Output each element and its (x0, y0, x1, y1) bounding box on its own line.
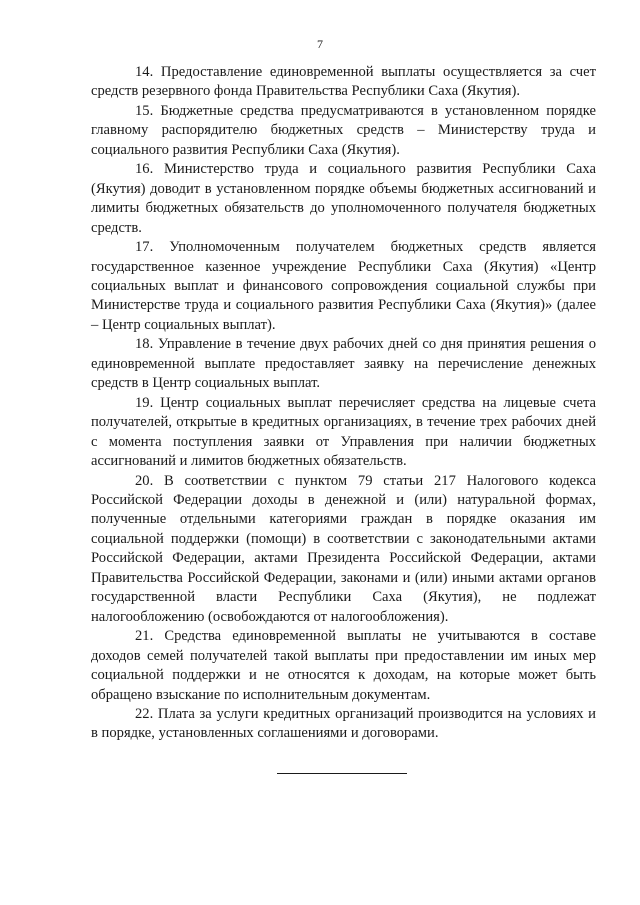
paragraph-16: 16. Министерство труда и социального развития Республики Саха (Якутия) доводит в установленном порядке объемы бюджетных ассигнований и лимиты бюджетных обязательств до уполномоченного получателя бюджетных средств. (91, 161, 596, 236)
paragraph-21: 21. Средства единовременной выплаты не учитываются в составе доходов семей получателей такой выплаты при предоставлении им иных мер социальной поддержки и не относятся к доходам, на которые может быть обращено взыскание по исполнительным документам. (91, 628, 596, 703)
page-number: 7 (317, 37, 323, 51)
paragraph-20: 20. В соответствии с пунктом 79 статьи 217 Налогового кодекса Российской Федерации доходы в денежной и (или) натуральной формах, полученные отдельными категориями граждан в порядке оказания им социальной поддержки (помощи) в соответствии с законодательными актами Российской Федерации, актами Президента Российской Федерации, актами Правительства Российской Федерации, законами и (или) иными актами органов государственной власти Республики Саха (Якутия), не подлежат налогообложению (освобождаются от налогообложения). (91, 472, 596, 625)
paragraph-15: 15. Бюджетные средства предусматриваются в установленном порядке главному распорядителю бюджетных средств – Министерству труда и социального развития Республики Саха (Якутия). (91, 102, 596, 158)
paragraph-14: 14. Предоставление единовременной выплаты осуществляется за счет средств резервного фонда Правительства Республики Саха (Якутия). (91, 64, 596, 100)
paragraph-22: 22. Плата за услуги кредитных организаций производится на условиях и в порядке, установленных соглашениями и договорами. (91, 705, 596, 742)
end-of-document-rule (277, 773, 407, 774)
document-body (91, 63, 596, 744)
paragraph-17: 17. Уполномоченным получателем бюджетных средств является государственное казенное учреждение Республики Саха (Якутия) «Центр социальных выплат и финансового сопровождения социальной службы при Министерстве труда и социального развития Республики Саха (Якутия)» (далее – Центр социальных выплат). (91, 239, 596, 333)
paragraph-18: 18. Управление в течение двух рабочих дней со дня принятия решения о единовременной выплате предоставляет заявку на перечисление денежных средств в Центр социальных выплат. (91, 336, 596, 392)
paragraph-19: 19. Центр социальных выплат перечисляет средства на лицевые счета получателей, открытые в кредитных организациях, в течение трех рабочих дней с момента поступления заявки от Управления при наличии бюджетных ассигнований и лимитов бюджетных обязательств. (91, 394, 596, 470)
